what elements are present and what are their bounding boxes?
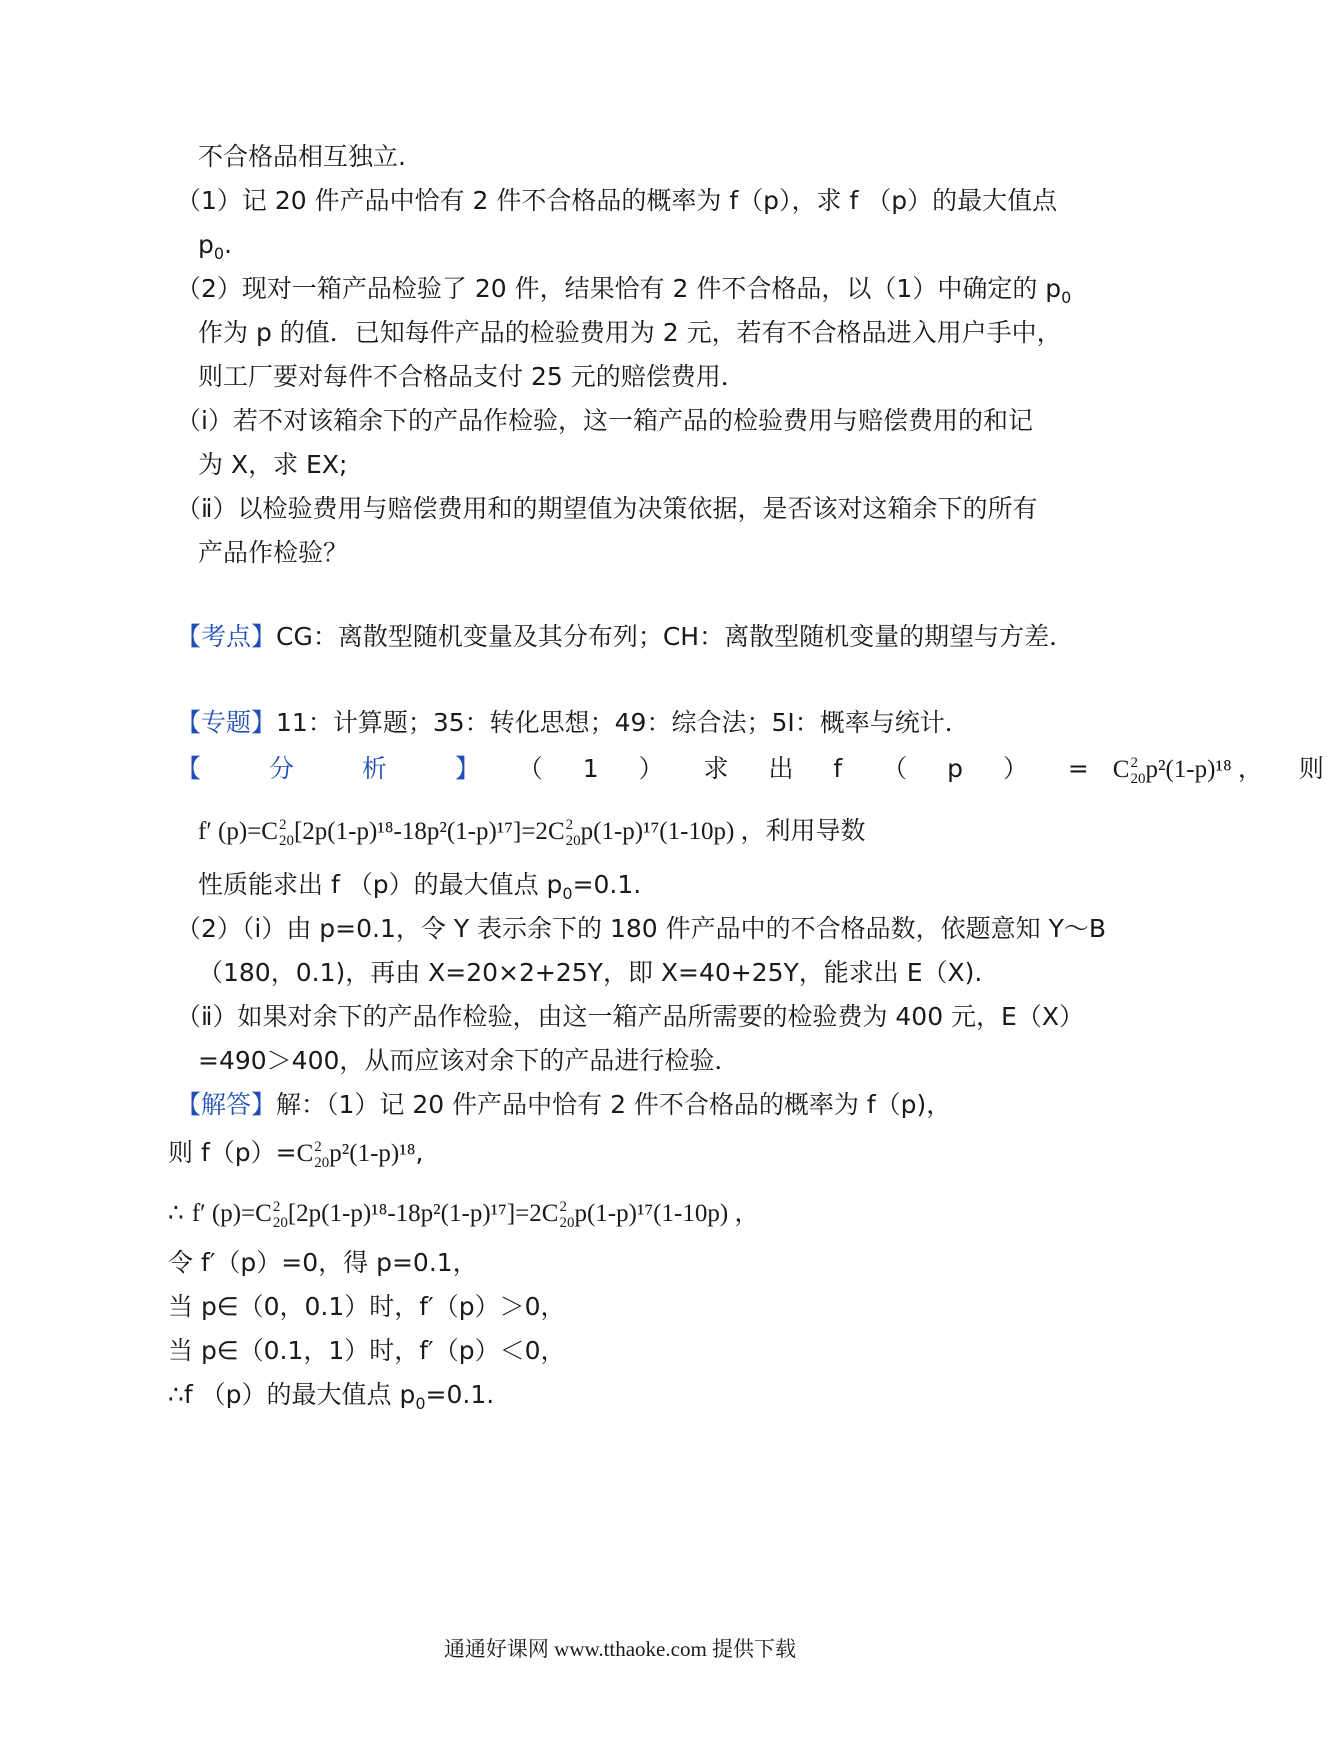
question-sub-i: （i）若不对该箱余下的产品作检验，这一箱产品的检验费用与赔偿费用的和记 [176, 406, 1033, 435]
p0-symbol: p [198, 230, 214, 259]
binom-sub: 20 [565, 833, 581, 850]
fenxi-line1 [176, 752, 1338, 787]
zhuanti-section [176, 706, 970, 740]
binom-sup: 2 [314, 1139, 322, 1156]
jieda-line2-end: , [415, 1138, 424, 1167]
fenxi-line7: =490＞400，从而应该对余下的产品进行检验． [198, 1046, 740, 1075]
question-sub-i-cont: 为 X，求 EX; [198, 450, 348, 479]
fenxi-line3-end: =0.1. [572, 870, 642, 899]
binom-sup: 2 [1130, 755, 1138, 772]
fenxi-line2-end: ，利用导数 [740, 816, 866, 845]
fenxi-line3 [198, 868, 641, 902]
binom-sup: 2 [272, 1199, 281, 1216]
binom-sub: 20 [314, 1155, 330, 1172]
question-part1 [176, 184, 1057, 218]
jieda-line7-end: =0.1. [425, 1380, 495, 1409]
p0-subscript: 0 [562, 884, 573, 903]
p0-subscript: 0 [1061, 288, 1072, 307]
fenxi-line5: （180，0.1)，再由 X=20×2+25Y，即 X=40+25Y，能求出 E（X). [198, 958, 983, 987]
fenxi-line2 [198, 814, 866, 849]
jieda-line1 [176, 1088, 951, 1122]
kaodian-text: CG：离散型随机变量及其分布列；CH：离散型随机变量的期望与方差． [276, 622, 1075, 651]
binom-sup: 2 [559, 1199, 567, 1216]
f-expression: p²(1-p)¹⁸ [1145, 756, 1232, 783]
fenxi-line1-text: （ 1 ） 求 出 f （ p ） = [517, 754, 1105, 783]
therefore-symbol: ∴ [168, 1198, 184, 1227]
fprime-tail: p(1-p)¹⁷(1-10p) [574, 1200, 729, 1227]
jieda-tag: 【解答】 [176, 1090, 277, 1119]
fenxi-tag: 【 分 析 】 [176, 754, 510, 783]
fprime-tail: p(1-p)¹⁷(1-10p) [580, 818, 735, 845]
jieda-line7-text: ∴f （p）的最大值点 p [168, 1380, 416, 1409]
zhuanti-text: 11：计算题；35：转化思想；49：综合法；5I：概率与统计． [276, 708, 970, 737]
jieda-line3 [168, 1196, 759, 1231]
page-footer: 通通好课网 www.tthaoke.com 提供下载 [443, 1637, 797, 1661]
question-part2-line3: 则工厂要对每件不合格品支付 25 元的赔偿费用． [198, 362, 746, 391]
question-part1-text: （1）记 20 件产品中恰有 2 件不合格品的概率为 f（p），求 f （p）的最大值点 [176, 186, 1058, 215]
binomial-formula: C 2 20 p²(1-p)¹⁸ [296, 1139, 416, 1172]
binom-indices [1130, 755, 1145, 787]
kaodian-section [176, 620, 1074, 654]
binom-indices [559, 1199, 574, 1231]
fenxi-line6: （ⅱ）如果对余下的产品作检验，由这一箱产品所需要的检验费为 400 元，E（X） [176, 1002, 1084, 1031]
question-part2-line2: 作为 p 的值．已知每件产品的检验费用为 2 元，若有不合格品进入用户手中， [198, 318, 1062, 347]
p0-subscript: 0 [213, 244, 225, 263]
binom-indices [314, 1139, 329, 1171]
question-sub-ii-cont: 产品作检验？ [198, 538, 349, 567]
question-part2-text: （2）现对一箱产品检验了 20 件，结果恰有 2 件不合格品，以（1）中确定的 p [176, 274, 1062, 303]
jieda-line2 [168, 1136, 423, 1171]
question-part1-cont [198, 228, 232, 262]
binom-indices [279, 817, 294, 849]
fenxi-line3-text: 性质能求出 f （p）的最大值点 p [198, 870, 563, 899]
binom-sub: 20 [1130, 771, 1146, 788]
jieda-line3-end: ， [734, 1198, 760, 1227]
binom-indices [566, 817, 581, 849]
binom-sub: 20 [559, 1215, 575, 1232]
fprime-body: [2p(1-p)¹⁸-18p²(1-p)¹⁷]=2 [287, 1200, 542, 1227]
fprime-lead: f′ (p)= [198, 818, 262, 845]
question-sub-ii: （ⅱ）以检验费用与赔偿费用和的期望值为决策依据，是否该对这箱余下的所有 [176, 494, 1038, 523]
jieda-line5: 当 p∈（0，0.1）时，f′（p）＞0， [168, 1292, 566, 1321]
fenxi-line4: （2）（i）由 p=0.1，令 Y 表示余下的 180 件产品中的不合格品数，依题意知 Y～B [176, 914, 1107, 943]
binomial-formula [1112, 755, 1238, 788]
fprime-lead: f′ (p)= [191, 1200, 256, 1227]
binom-C: C [1112, 756, 1130, 783]
jieda-line6: 当 p∈（0.1，1）时，f′（p）＜0， [168, 1336, 566, 1365]
derivative-formula: f′ (p)=C 2 20 [2p(1-p)¹⁸-18p²(1-p)¹⁷]=2C 2 20 p(1-p)¹⁷(1-10p) [191, 1199, 729, 1232]
binom-indices [273, 1199, 288, 1231]
binom-sup: 2 [278, 817, 287, 834]
binom-sub: 20 [278, 833, 294, 850]
binom-sup: 2 [565, 817, 574, 834]
kaodian-tag: 【考点】 [176, 622, 277, 651]
p0-subscript: 0 [415, 1394, 426, 1413]
binom-sub: 20 [272, 1215, 288, 1232]
derivative-formula: f′ (p)=C 2 20 [2p(1-p)¹⁸-18p²(1-p)¹⁷]=2C 2 20 p(1-p)¹⁷(1-10p) [198, 817, 735, 850]
zhuanti-tag: 【专题】 [176, 708, 277, 737]
question-continuation: 不合格品相互独立. [198, 142, 406, 171]
question-part2 [176, 272, 1071, 306]
jieda-line4: 令 f′（p）=0，得 p=0.1， [168, 1248, 478, 1277]
jieda-line1-text: 解：（1）记 20 件产品中恰有 2 件不合格品的概率为 f（p)， [276, 1090, 952, 1119]
jieda-line2-text: 则 f（p）= [168, 1138, 297, 1167]
period: . [224, 230, 233, 259]
jieda-line7 [168, 1378, 494, 1412]
f-expression: p²(1-p)¹⁸ [329, 1140, 416, 1167]
fprime-body: [2p(1-p)¹⁸-18p²(1-p)¹⁷]=2 [293, 818, 548, 845]
fenxi-line1-end: ， 则 [1237, 754, 1338, 783]
